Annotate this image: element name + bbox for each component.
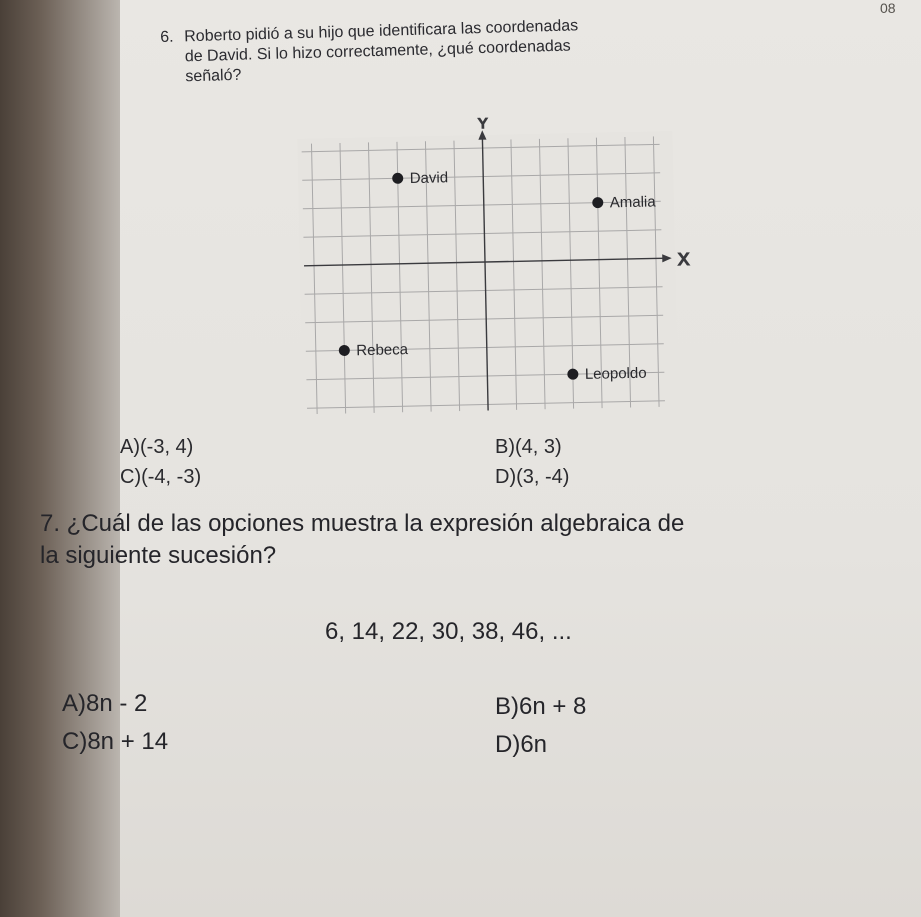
point-label-david: David [409, 169, 449, 188]
y-axis-label: Y [477, 114, 488, 132]
y-axis-arrow [479, 132, 485, 139]
q6-option-b[interactable]: B)(4, 3) [495, 436, 562, 458]
question-6-line-3: señaló? [185, 66, 242, 86]
question-6-number: 6. [160, 28, 174, 46]
q7-option-b[interactable]: B)6n + 8 [495, 693, 587, 720]
page-corner-number: 08 [880, 0, 896, 16]
q6-option-c[interactable]: C)(-4, -3) [120, 466, 202, 488]
q7-option-c[interactable]: C)8n + 14 [62, 728, 169, 755]
q7-option-d[interactable]: D)6n [495, 731, 548, 758]
question-6-line-2: de David. Si lo hizo correctamente, ¿qué coordenadas [184, 37, 571, 66]
point-label-leopoldo: Leopoldo [584, 364, 647, 383]
q6-option-d[interactable]: D)(3, -4) [495, 466, 570, 488]
question-7-sequence: 6, 14, 22, 30, 38, 46, ... [325, 618, 572, 645]
point-label-amalia: Amalia [609, 193, 656, 212]
question-7-line-1: 7. ¿Cuál de las opciones muestra la expresión algebraica de [40, 510, 685, 537]
q6-option-a[interactable]: A)(-3, 4) [120, 436, 194, 458]
question-6-text-1: Roberto pidió a su hijo que identificara las coordenadas [184, 17, 579, 46]
q7-option-a[interactable]: A)8n - 2 [62, 690, 148, 717]
x-axis-label: X [677, 249, 690, 269]
point-label-rebeca: Rebeca [356, 341, 409, 360]
question-7-line-2: la siguiente sucesión? [40, 542, 277, 569]
question-7 [40, 508, 900, 572]
